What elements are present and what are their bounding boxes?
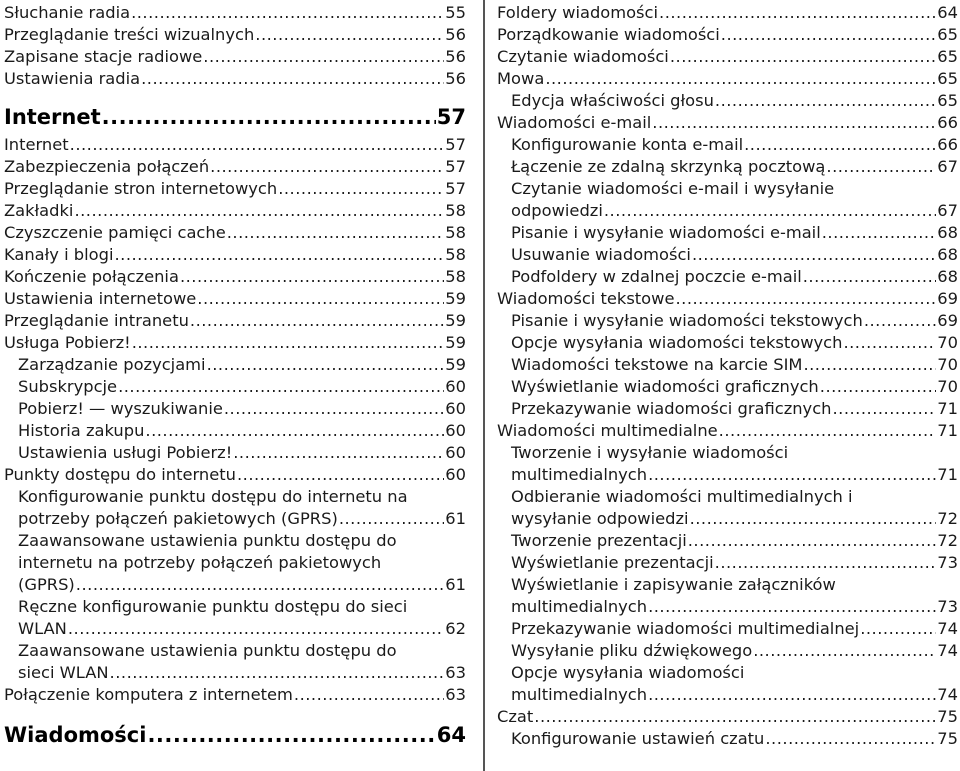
- toc-entry[interactable]: [497, 552, 958, 574]
- toc-entry[interactable]: [4, 530, 466, 596]
- toc-page-number: 69: [937, 289, 958, 308]
- toc-leader-dots: [227, 222, 445, 244]
- toc-entry-label: (GPRS): [18, 575, 75, 594]
- toc-entry-label: Zabezpieczenia połączeń: [4, 157, 210, 176]
- toc-page-number: 74: [937, 619, 958, 638]
- toc-leader-dots: [688, 530, 937, 552]
- toc-entry-label: Kończenie połączenia: [4, 267, 179, 286]
- toc-entry[interactable]: [497, 2, 958, 24]
- toc-entry[interactable]: [4, 398, 466, 420]
- toc-entry[interactable]: [497, 134, 958, 156]
- toc-entry-label: Ustawienia usługi Pobierz!: [18, 443, 233, 462]
- toc-page-number: 67: [937, 201, 958, 220]
- toc-leader-dots: [534, 706, 936, 728]
- toc-entry[interactable]: [497, 222, 958, 244]
- toc-leader-dots: [131, 2, 444, 24]
- toc-entry[interactable]: [4, 46, 466, 68]
- toc-entry-line: [18, 486, 466, 508]
- toc-leader-dots: [719, 420, 937, 442]
- toc-leader-dots: [864, 310, 936, 332]
- toc-entry-label: Konfigurowanie punktu dostępu do internetu na: [18, 487, 408, 506]
- toc-entry[interactable]: [4, 596, 466, 640]
- toc-entry[interactable]: [497, 376, 958, 398]
- toc-entry-label: Zaawansowane ustawienia punktu dostępu do: [18, 641, 397, 660]
- toc-entry-line: [18, 596, 466, 618]
- toc-entry-label: sieci WLAN: [18, 663, 109, 682]
- toc-entry-label: Czyszczenie pamięci cache: [4, 223, 226, 242]
- toc-entry[interactable]: [497, 332, 958, 354]
- toc-leader-dots: [690, 508, 937, 530]
- toc-leader-dots: [803, 354, 936, 376]
- toc-page-number: 60: [445, 421, 466, 440]
- toc-leader-dots: [765, 728, 936, 750]
- toc-entry-label: Przekazywanie wiadomości graficznych: [511, 399, 832, 418]
- toc-leader-dots: [670, 46, 936, 68]
- toc-leader-dots: [224, 398, 444, 420]
- toc-entry-line: [18, 574, 466, 596]
- toc-page-number: 73: [937, 553, 958, 572]
- toc-entry[interactable]: [4, 2, 466, 24]
- toc-entry-label: Historia zakupu: [18, 421, 145, 440]
- toc-leader-dots: [118, 376, 444, 398]
- toc-entry-label: Czytanie wiadomości e-mail i wysyłanie: [511, 179, 835, 198]
- toc-leader-dots: [652, 112, 936, 134]
- toc-leader-dots: [715, 552, 937, 574]
- toc-entry-label: Zapisane stacje radiowe: [4, 47, 203, 66]
- toc-entry[interactable]: [497, 706, 958, 728]
- toc-page-number: 63: [445, 663, 466, 682]
- toc-leader-dots: [822, 222, 937, 244]
- toc-entry-line: [511, 662, 958, 684]
- toc-entry-line: [511, 486, 958, 508]
- toc-section-heading[interactable]: [4, 100, 466, 134]
- toc-entry-line: [18, 508, 466, 530]
- toc-page-number: 60: [445, 399, 466, 418]
- toc-left-column: [4, 2, 466, 752]
- toc-page-number: 72: [937, 509, 958, 528]
- toc-leader-dots: [68, 618, 444, 640]
- toc-leader-dots: [721, 24, 937, 46]
- toc-entry-label: Wysyłanie pliku dźwiękowego: [511, 641, 753, 660]
- toc-entry-line: [511, 442, 958, 464]
- toc-entry[interactable]: [497, 288, 958, 310]
- toc-entry[interactable]: [497, 398, 958, 420]
- toc-leader-dots: [141, 68, 444, 90]
- toc-entry[interactable]: [497, 618, 958, 640]
- toc-entry[interactable]: [4, 464, 466, 486]
- toc-entry-line: [511, 684, 958, 706]
- toc-entry-label: Opcje wysyłania wiadomości: [511, 663, 745, 682]
- toc-page-number: 59: [445, 333, 466, 352]
- toc-entry[interactable]: [4, 244, 466, 266]
- toc-page-number: 59: [445, 311, 466, 330]
- toc-entry[interactable]: [497, 244, 958, 266]
- toc-page-number: 56: [445, 25, 466, 44]
- toc-leader-dots: [110, 662, 445, 684]
- toc-entry-line: [18, 618, 466, 640]
- toc-leader-dots: [190, 310, 444, 332]
- toc-page-number: 75: [937, 729, 958, 748]
- toc-leader-dots: [753, 640, 936, 662]
- toc-entry-label: Zakładki: [4, 201, 74, 220]
- toc-page-number: 75: [937, 707, 958, 726]
- toc-leader-dots: [803, 266, 937, 288]
- toc-entry[interactable]: [4, 178, 466, 200]
- toc-entry-label: Internet: [4, 135, 69, 154]
- toc-entry[interactable]: [4, 156, 466, 178]
- toc-entry-line: [511, 596, 958, 618]
- toc-page-number: 64: [937, 3, 958, 22]
- toc-entry-label: Edycja właściwości głosu: [511, 91, 714, 110]
- toc-entry[interactable]: [4, 68, 466, 90]
- toc-entry-label: odpowiedzi: [511, 201, 603, 220]
- toc-page-number: 65: [937, 69, 958, 88]
- toc-page-number: 59: [445, 355, 466, 374]
- toc-leader-dots: [102, 100, 436, 134]
- toc-entry[interactable]: [4, 310, 466, 332]
- toc-entry-label: multimedialnych: [511, 597, 648, 616]
- toc-page-number: 71: [937, 421, 958, 440]
- toc-right-column: [497, 2, 958, 750]
- toc-entry[interactable]: [497, 24, 958, 46]
- toc-leader-dots: [132, 332, 445, 354]
- toc-entry-label: Wiadomości tekstowe na karcie SIM: [511, 355, 803, 374]
- toc-leader-dots: [648, 464, 936, 486]
- toc-entry-label: Pisanie i wysyłanie wiadomości e-mail: [511, 223, 821, 242]
- toc-entry-label: internetu na potrzeby połączeń pakietowych: [18, 553, 382, 572]
- toc-leader-dots: [294, 684, 444, 706]
- toc-page-number: 56: [445, 69, 466, 88]
- toc-leader-dots: [659, 2, 936, 24]
- toc-entry[interactable]: [497, 310, 958, 332]
- toc-page-number: 73: [937, 597, 958, 616]
- toc-leader-dots: [147, 718, 435, 752]
- toc-entry-label: Ręczne konfigurowanie punktu dostępu do sieci: [18, 597, 408, 616]
- toc-leader-dots: [180, 266, 444, 288]
- toc-entry-label: Odbieranie wiadomości multimedialnych i: [511, 487, 853, 506]
- toc-leader-dots: [675, 288, 936, 310]
- toc-entry-label: Połączenie komputera z internetem: [4, 685, 293, 704]
- toc-leader-dots: [207, 354, 445, 376]
- toc-entry[interactable]: [4, 376, 466, 398]
- toc-page-number: 71: [937, 465, 958, 484]
- toc-entry-line: [18, 640, 466, 662]
- toc-entry[interactable]: [4, 266, 466, 288]
- toc-entry[interactable]: [497, 420, 958, 442]
- toc-page-number: 68: [937, 245, 958, 264]
- toc-page-number: 74: [937, 641, 958, 660]
- toc-page-number: 62: [445, 619, 466, 638]
- toc-leader-dots: [74, 200, 444, 222]
- toc-entry[interactable]: [497, 90, 958, 112]
- toc-entry[interactable]: [4, 222, 466, 244]
- toc-entry[interactable]: [4, 486, 466, 530]
- toc-page-number: 68: [937, 223, 958, 242]
- toc-entry-label: Ustawienia radia: [4, 69, 141, 88]
- toc-entry-line: [18, 662, 466, 684]
- toc-entry-label: Przeglądanie treści wizualnych: [4, 25, 255, 44]
- toc-entry-label: Usuwanie wiadomości: [511, 245, 691, 264]
- toc-page-number: 63: [445, 685, 466, 704]
- toc-leader-dots: [145, 420, 444, 442]
- toc-entry-label: Tworzenie i wysyłanie wiadomości: [511, 443, 789, 462]
- toc-entry-label: Czytanie wiadomości: [497, 47, 669, 66]
- toc-leader-dots: [545, 68, 936, 90]
- toc-entry-line: [511, 200, 958, 222]
- toc-leader-dots: [604, 200, 936, 222]
- toc-entry-label: Pisanie i wysyłanie wiadomości tekstowych: [511, 311, 863, 330]
- toc-entry[interactable]: [4, 288, 466, 310]
- toc-entry-label: Mowa: [497, 69, 545, 88]
- toc-entry-label: Wiadomości multimedialne: [497, 421, 718, 440]
- toc-entry[interactable]: [4, 134, 466, 156]
- toc-entry[interactable]: [497, 442, 958, 486]
- toc-entry-label: Foldery wiadomości: [497, 3, 659, 22]
- toc-entry[interactable]: [497, 574, 958, 618]
- toc-entry-line: [511, 574, 958, 596]
- toc-entry-label: Przeglądanie intranetu: [4, 311, 189, 330]
- toc-leader-dots: [210, 156, 444, 178]
- toc-page-number: 68: [937, 267, 958, 286]
- toc-leader-dots: [826, 156, 936, 178]
- toc-entry[interactable]: [497, 640, 958, 662]
- toc-entry-label: Usługa Pobierz!: [4, 333, 131, 352]
- toc-entry[interactable]: [497, 112, 958, 134]
- toc-entry-line: [18, 552, 466, 574]
- toc-entry-label: Zarządzanie pozycjami: [18, 355, 206, 374]
- column-divider: [483, 0, 485, 771]
- toc-entry-label: Punkty dostępu do internetu: [4, 465, 236, 484]
- toc-entry-label: Wiadomości tekstowe: [497, 289, 675, 308]
- toc-leader-dots: [820, 376, 937, 398]
- toc-page-number: 60: [445, 465, 466, 484]
- toc-page-number: 58: [445, 223, 466, 242]
- toc-leader-dots: [76, 574, 444, 596]
- toc-entry[interactable]: [497, 354, 958, 376]
- toc-page-number: 71: [937, 399, 958, 418]
- toc-entry[interactable]: [497, 68, 958, 90]
- toc-leader-dots: [70, 134, 445, 156]
- toc-entry-label: Konfigurowanie ustawień czatu: [511, 729, 765, 748]
- toc-entry-label: Wyświetlanie i zapisywanie załączników: [511, 575, 836, 594]
- toc-entry-label: Podfoldery w zdalnej poczcie e-mail: [511, 267, 802, 286]
- toc-leader-dots: [648, 596, 936, 618]
- toc-entry-label: Internet: [4, 105, 101, 129]
- toc-leader-dots: [843, 332, 936, 354]
- toc-page-number: 57: [445, 179, 466, 198]
- toc-leader-dots: [860, 618, 936, 640]
- toc-page-number: 56: [445, 47, 466, 66]
- toc-page-number: 69: [937, 311, 958, 330]
- toc-page-number: 61: [445, 509, 466, 528]
- toc-entry[interactable]: [4, 684, 466, 706]
- toc-entry-line: [511, 508, 958, 530]
- toc-entry-label: Ustawienia internetowe: [4, 289, 197, 308]
- toc-page-number: 60: [445, 443, 466, 462]
- toc-entry-label: Wyświetlanie wiadomości graficznych: [511, 377, 819, 396]
- toc-entry-label: Tworzenie prezentacji: [511, 531, 687, 550]
- toc-leader-dots: [692, 244, 936, 266]
- toc-entry[interactable]: [4, 200, 466, 222]
- toc-page-number: 58: [445, 201, 466, 220]
- toc-leader-dots: [648, 684, 936, 706]
- toc-leader-dots: [237, 464, 444, 486]
- toc-entry[interactable]: [497, 728, 958, 750]
- toc-entry-label: Wyświetlanie prezentacji: [511, 553, 714, 572]
- toc-page-number: 60: [445, 377, 466, 396]
- toc-entry-label: multimedialnych: [511, 465, 648, 484]
- toc-page-number: 70: [937, 377, 958, 396]
- toc-entry[interactable]: [497, 156, 958, 178]
- toc-page-number: 65: [937, 25, 958, 44]
- toc-leader-dots: [233, 442, 444, 464]
- toc-entry-label: Opcje wysyłania wiadomości tekstowych: [511, 333, 843, 352]
- toc-leader-dots: [203, 46, 444, 68]
- toc-entry[interactable]: [497, 266, 958, 288]
- toc-leader-dots: [832, 398, 936, 420]
- toc-page-number: 61: [445, 575, 466, 594]
- toc-entry-label: Konfigurowanie konta e-mail: [511, 135, 744, 154]
- toc-page-number: 58: [445, 267, 466, 286]
- toc-entry-label: Łączenie ze zdalną skrzynką pocztową: [511, 157, 826, 176]
- toc-entry-label: Czat: [497, 707, 534, 726]
- toc-entry[interactable]: [497, 46, 958, 68]
- toc-entry[interactable]: [4, 420, 466, 442]
- toc-entry[interactable]: [4, 640, 466, 684]
- toc-page-number: 65: [937, 91, 958, 110]
- toc-leader-dots: [339, 508, 444, 530]
- toc-entry-label: potrzeby połączeń pakietowych (GPRS): [18, 509, 338, 528]
- toc-leader-dots: [278, 178, 444, 200]
- toc-page-number: 57: [445, 157, 466, 176]
- toc-leader-dots: [715, 90, 936, 112]
- toc-page-number: 72: [937, 531, 958, 550]
- toc-entry[interactable]: [4, 332, 466, 354]
- toc-entry-label: Wiadomości e-mail: [497, 113, 652, 132]
- toc-entry[interactable]: [4, 354, 466, 376]
- toc-page-number: 66: [937, 113, 958, 132]
- toc-entry-label: Przeglądanie stron internetowych: [4, 179, 278, 198]
- toc-page-number: 66: [937, 135, 958, 154]
- toc-page-number: 59: [445, 289, 466, 308]
- toc-entry-label: Pobierz! — wyszukiwanie: [18, 399, 223, 418]
- toc-leader-dots: [197, 288, 444, 310]
- toc-entry-label: Wiadomości: [4, 723, 147, 747]
- toc-page-number: 57: [436, 105, 466, 129]
- toc-entry-label: Zaawansowane ustawienia punktu dostępu do: [18, 531, 397, 550]
- toc-entry-line: [511, 178, 958, 200]
- toc-section-heading[interactable]: [4, 718, 466, 752]
- toc-page-number: 67: [937, 157, 958, 176]
- toc-page-number: 65: [937, 47, 958, 66]
- toc-entry-line: [511, 464, 958, 486]
- toc-entry-label: Kanały i blogi: [4, 245, 114, 264]
- toc-leader-dots: [114, 244, 444, 266]
- toc-entry-line: [18, 530, 466, 552]
- toc-page-number: 57: [445, 135, 466, 154]
- toc-page-number: 70: [937, 355, 958, 374]
- toc-page-number: 58: [445, 245, 466, 264]
- toc-entry-label: wysyłanie odpowiedzi: [511, 509, 689, 528]
- toc-page-number: 64: [436, 723, 466, 747]
- toc-leader-dots: [255, 24, 444, 46]
- toc-entry[interactable]: [497, 662, 958, 706]
- toc-entry[interactable]: [4, 442, 466, 464]
- toc-entry-label: Subskrypcje: [18, 377, 118, 396]
- toc-page-number: 55: [445, 3, 466, 22]
- toc-entry-label: multimedialnych: [511, 685, 648, 704]
- toc-entry-label: WLAN: [18, 619, 67, 638]
- toc-entry[interactable]: [497, 530, 958, 552]
- toc-entry[interactable]: [4, 24, 466, 46]
- toc-entry-label: Słuchanie radia: [4, 3, 131, 22]
- toc-entry[interactable]: [497, 486, 958, 530]
- toc-entry-label: Przekazywanie wiadomości multimedialnej: [511, 619, 860, 638]
- toc-leader-dots: [744, 134, 936, 156]
- toc-entry-label: Porządkowanie wiadomości: [497, 25, 720, 44]
- toc-page-number: 70: [937, 333, 958, 352]
- toc-page-number: 74: [937, 685, 958, 704]
- toc-entry[interactable]: [497, 178, 958, 222]
